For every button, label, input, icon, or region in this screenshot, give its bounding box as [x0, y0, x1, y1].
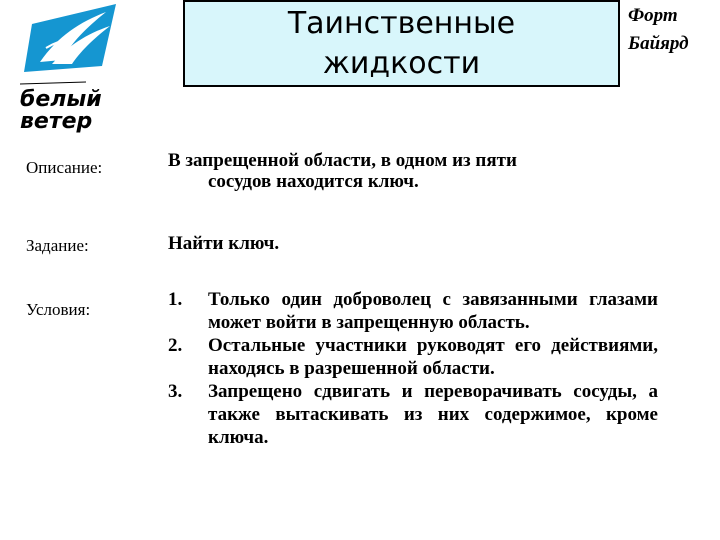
description-line2: сосудов находится ключ.: [208, 171, 419, 192]
title-box: [183, 0, 620, 87]
condition-number: 3.: [168, 381, 183, 402]
task-label: Задание:: [26, 236, 89, 255]
title-line2: жидкости: [322, 46, 481, 81]
condition-number: 1.: [168, 289, 183, 310]
condition-item: [168, 288, 658, 334]
fort-line2: Байярд: [628, 33, 689, 54]
conditions-list: [168, 288, 658, 449]
conditions-label: Условия:: [26, 300, 91, 319]
fort-line1: Форт: [628, 5, 678, 26]
condition-text: Только один доброволец с завязанными глазами может войти в запрещенную область.: [208, 289, 658, 333]
condition-text: Запрещено сдвигать и переворачивать сосуды, а также вытаскивать из них содержимое, кроме ключа.: [208, 381, 658, 448]
condition-item: [168, 380, 658, 449]
logo-caption-line1: белый: [20, 87, 102, 112]
task-text: Найти ключ.: [168, 233, 280, 254]
condition-item: [168, 334, 658, 380]
logo: [6, 2, 140, 134]
description-text: [168, 150, 648, 192]
description-line1: В запрещенной области, в одном из пяти: [168, 150, 517, 171]
fort-boyard-label: [628, 2, 718, 58]
logo-caption-line2: ветер: [20, 109, 93, 134]
condition-text: Остальные участники руководят его действиями, находясь в разрешенной области.: [208, 335, 658, 379]
condition-number: 2.: [168, 335, 183, 356]
title-line1: Таинственные: [287, 6, 516, 41]
airline-logo-icon: [6, 2, 140, 134]
description-label: Описание:: [26, 158, 103, 177]
